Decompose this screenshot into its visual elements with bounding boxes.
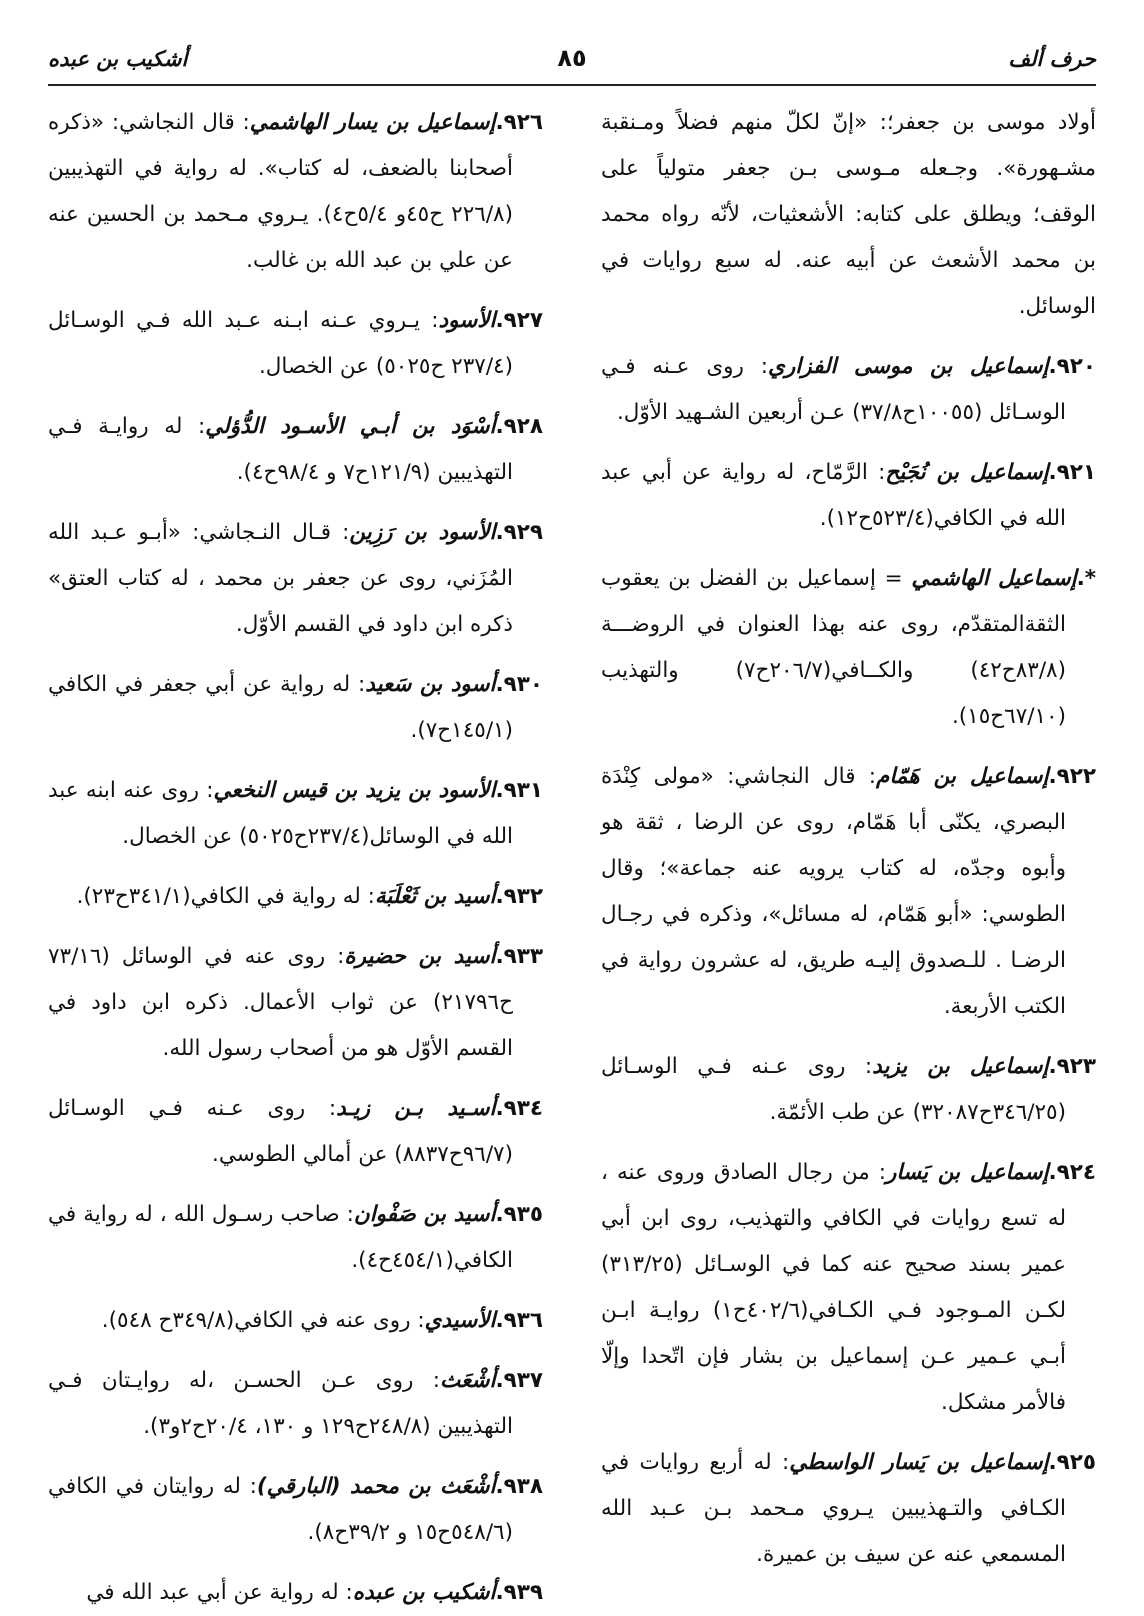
entry-name: أسيد بن ثَعْلَبَة: [374, 884, 496, 909]
entry-930: [48, 662, 543, 754]
entry-929: [48, 510, 543, 648]
entry-number: ٩٢٦.: [495, 110, 543, 135]
entry-text: = إسماعيل بن الفضل بن يعقوب الثقةالمتقدّم، روى عنه بهذا العنوان في الروضـــة (٨٣/٨ح٤٢) والكــافي(٢٠٦/٧ح٧) والتهذيب (٦٧/١٠ح١٥).: [601, 566, 1066, 729]
entry-name: الأسود: [438, 308, 496, 333]
entry-name: إسماعيل بن يسار الهاشمي: [249, 110, 496, 135]
entry-936: [48, 1298, 543, 1344]
entry-text: : قال النجاشي: «مولى كِنْدَة البصري، يكنّى أبا هَمّام، روى عن الرضا ، ثقة هو وأبوه وجدّه، له كتاب يرويه عنه جماعة»؛ وقال الطوسي: «أبو هَمّام، له مسائل»، وذكره في رجـال الرضـا . للـصدوق إليـه طريق، له عشرون رواية في الكتب الأربعة.: [601, 764, 1066, 1019]
entry-number: ٩٢٧.: [495, 308, 543, 333]
entry-name: الأسود بن رَزِين: [349, 520, 496, 545]
entry-number: ٩٣٤.: [495, 1096, 543, 1121]
entry-text: أولاد موسى بن جعفر؛: «إنّ لكلّ منهم فضلاً ومـنقبة مشـهورة». وجـعله مـوسى بـن جعفر متولياً على الوقف؛ ويطلق على كتابه: الأشعثيات، لأنّه رواه محمد بن محمد الأشعث عن أبيه عنه. له سبع روايات في الوسائل.: [601, 110, 1096, 319]
entry-932: [48, 874, 543, 920]
entry-927: [48, 298, 543, 390]
entry-name: إسماعيل بن يزيد: [872, 1054, 1049, 1079]
entry-name: أشْعَث: [439, 1368, 496, 1393]
entry-text: : له روايـة فـي التهذيبين (١٢١/٩ح٧ و ٩٨/٤ح٤).: [48, 414, 513, 485]
entry-922: [601, 754, 1096, 1030]
entry-935: [48, 1192, 543, 1284]
entry-name: أشكيب بن عبده: [352, 1580, 496, 1605]
entry-name: إسماعيل بن هَمّام: [876, 764, 1049, 789]
entry-number: ٩٣٦.: [495, 1308, 543, 1333]
entry-name: أسود بن سَعيد: [365, 672, 496, 697]
entry-number: *.: [1076, 566, 1096, 591]
entry-name: أسْوَد بن أبـي الأسـود الدُّؤلي: [205, 414, 496, 439]
entry-text: : روى عنه ابنه عبد الله في الوسائل(٢٣٧/٤ح٥٠٢٥) عن الخصال.: [48, 778, 513, 849]
entry-name: أسيد بن حضيرة: [344, 944, 496, 969]
entry-text: : له أربع روايات في الكـافي والتـهذيبين يـروي مـحمد بـن عـبد الله المسمعي عنه عن سيف بن عميرة.: [601, 1450, 1066, 1567]
entry-number: ٩٢١.: [1048, 460, 1096, 485]
entry-text: : قـال النـجاشي: «أبـو عـبد الله المُزَني، روى عن جعفر بن محمد ، له كتاب العتق» ذكره ابن داود في القسم الأوّل.: [48, 520, 513, 637]
entry-text: : له روايتان في الكافي (٥٤٨/٦ح١٥ و ٣٩/٢ح٨).: [48, 1474, 513, 1545]
entry-name: أشْعَث بن محمد (البارقي): [256, 1474, 496, 1499]
entry-text: : روى عـنه فـي الوسـائل (٣٤٦/٢٥ح٣٢٠٨٧) عن طب الأئمّة.: [601, 1054, 1066, 1125]
entry-text: : الرَّمّاح، له رواية عن أبي عبد الله في الكافي(٥٢٣/٤ح١٢).: [601, 460, 1066, 531]
entry-923: [601, 1044, 1096, 1136]
entry-text: : روى عـن الحسـن ،له روايـتان فـي التهذيبين (٢٤٨/٨ح١٢٩ و ١٣٠، ٢٠/٤ح٢و٣).: [48, 1368, 513, 1439]
entry-text: : صاحب رسـول الله ، له رواية في الكافي(٤٥٤/١ح٤).: [48, 1202, 513, 1273]
entry-name: إسماعيل بن موسى الفزاري: [768, 354, 1049, 379]
entry-937: [48, 1358, 543, 1450]
entry-name: الأسيدي: [424, 1308, 496, 1333]
entry-text: : يـروي عـنه ابـنه عـبد الله فـي الوسـائل (٢٣٧/٤ ح٥٠٢٥) عن الخصال.: [48, 308, 513, 379]
entry-text: : روى عنه في الوسائل (٧٣/١٦ ح٢١٧٩٦) عن ثواب الأعمال. ذكره ابن داود في القسم الأوّل هو من أصحاب رسول الله.: [48, 944, 513, 1061]
entry-name: إسماعيل بن يَسار: [886, 1160, 1049, 1185]
entry-text: : له رواية عن أبي جعفر في الكافي (١٤٥/١ح٧).: [48, 672, 513, 743]
entry-continuation: [601, 100, 1096, 330]
entry-text: : روى عـنه فـي الوسـائل (٩٦/٧ح٨٨٣٧) عن أمالي الطوسي.: [48, 1096, 513, 1167]
entry-name: الأسود بن يزيد بن قيس النخعي: [213, 778, 496, 803]
entry-number: ٩٣١.: [495, 778, 543, 803]
entry-number: ٩٢٢.: [1048, 764, 1096, 789]
entry-name: إسماعيل بن نُجَيْح: [885, 460, 1049, 485]
running-head-entry: أشكيب بن عبده: [48, 47, 188, 71]
entry-text: : له رواية في الكافي(٣٤١/١ح٢٣).: [76, 884, 375, 909]
entry-number: ٩٣٣.: [495, 944, 543, 969]
page-header: [48, 34, 1096, 86]
entry-938: [48, 1464, 543, 1556]
entry-921: [601, 450, 1096, 542]
entry-text: : روى عنه في الكافي(٣٤٩/٨ح ٥٤٨).: [101, 1308, 425, 1333]
entry-939: [48, 1570, 543, 1616]
chapter-title: حرف ألف: [1008, 47, 1096, 71]
entry-number: ٩٢٠.: [1048, 354, 1096, 379]
entry-924: [601, 1150, 1096, 1426]
entry-number: ٩٣٢.: [495, 884, 543, 909]
entry-text: : قال النجاشي: «ذكره أصحابنا بالضعف، له كتاب». له رواية في التهذيبين (٢٢٦/٨ ح٤٥و ٥/٤ح٤). يـروي مـحمد بن الحسين عنه عن علي بن عبد الله بن غالب.: [48, 110, 513, 273]
entry-name: إسماعيل بن يَسار الواسطي: [789, 1450, 1049, 1475]
page-number: ٨٥: [557, 44, 587, 72]
entry-name: أسـيد بـن زيـد: [336, 1096, 496, 1121]
entry-number: ٩٢٩.: [495, 520, 543, 545]
entry-name: أسيد بن صَفْوان: [353, 1202, 496, 1227]
entry-number: ٩٣٩.: [495, 1580, 543, 1605]
entry-name: إسماعيل الهاشمي: [911, 566, 1077, 591]
entry-number: ٩٢٨.: [495, 414, 543, 439]
entry-number: ٩٣٥.: [495, 1202, 543, 1227]
entry-number: ٩٢٥.: [1048, 1450, 1096, 1475]
entry-number: ٩٢٤.: [1048, 1160, 1096, 1185]
entry-text: : له رواية عن أبي عبد الله في: [86, 1580, 353, 1605]
text-columns: [48, 100, 1096, 1605]
entry-933: [48, 934, 543, 1072]
entry-number: ٩٣٨.: [495, 1474, 543, 1499]
entry-number: ٩٣٧.: [495, 1368, 543, 1393]
entry-934: [48, 1086, 543, 1178]
entry-text: : روى عـنه فـي الوسـائل (١٠٠٥٥ح٣٧/٨) عـن أربعين الشـهيد الأوّل.: [601, 354, 1066, 425]
entry-931: [48, 768, 543, 860]
entry-920: [601, 344, 1096, 436]
right-column: [601, 100, 1096, 1567]
entry-text: : من رجال الصادق وروى عنه ، له تسع روايات في الكافي والتهذيب، روى ابن أبي عمير بسند صحيح عنه كما في الوسـائل (٣١٣/٢٥) لكـن المـوجود فـي الكـافي(٤٠٢/٦ح١) روايـة ابـن أبـي عـمير عـن إسماعيل بن بشار فإن اتّحدا وإلّا فالأمر مشكل.: [601, 1160, 1066, 1415]
entry-number: ٩٢٣.: [1048, 1054, 1096, 1079]
left-column: [48, 100, 543, 1605]
entry-926: [48, 100, 543, 284]
entry-928: [48, 404, 543, 496]
entry-number: ٩٣٠.: [495, 672, 543, 697]
entry-925: [601, 1440, 1096, 1578]
entry-cross-reference: [601, 556, 1096, 740]
